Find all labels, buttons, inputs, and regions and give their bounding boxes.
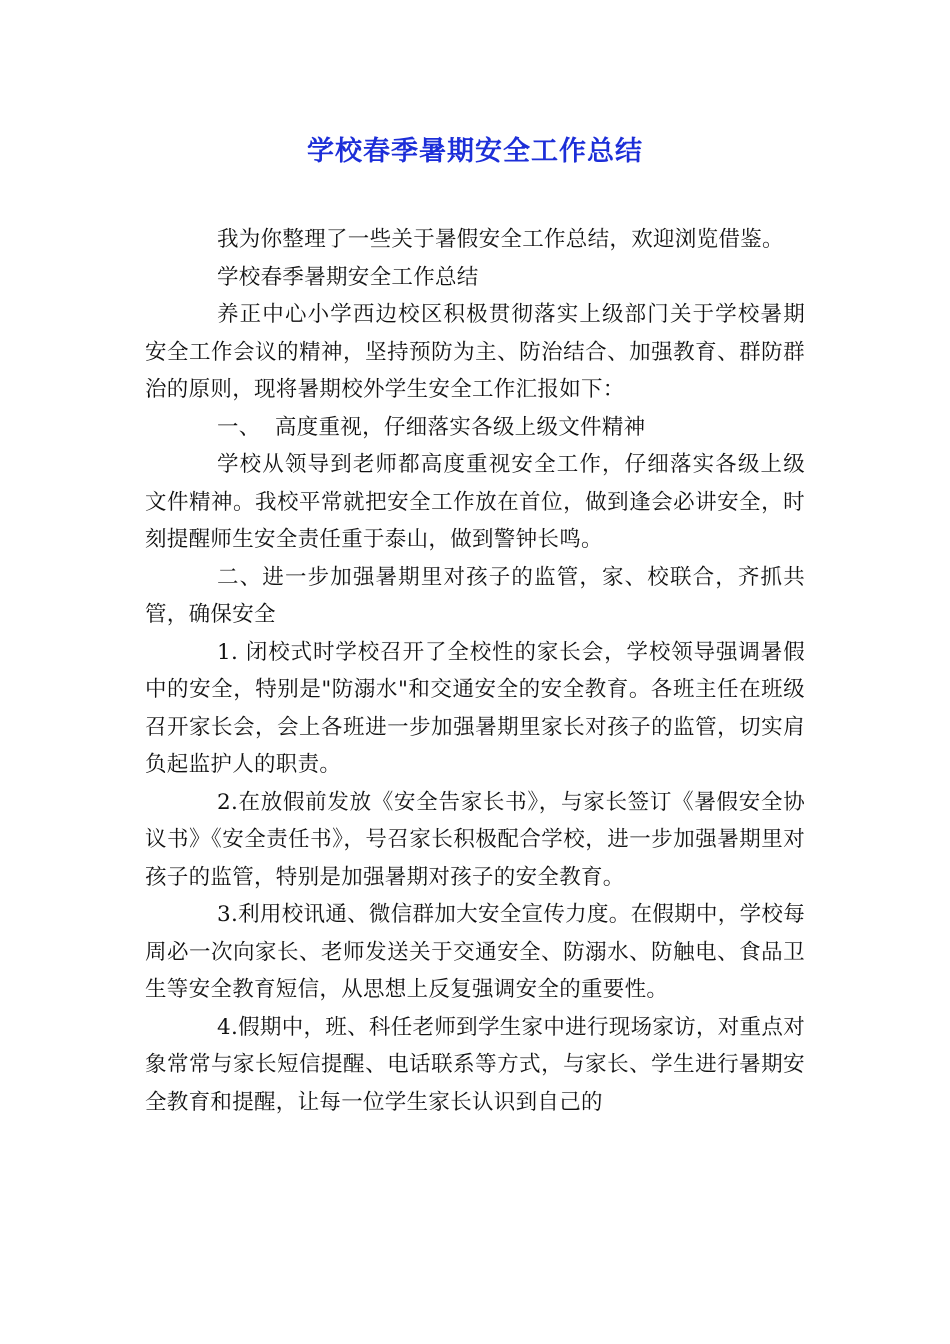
paragraph-subtitle: 学校春季暑期安全工作总结: [217, 264, 479, 290]
paragraph-item-1: 1. 闭校式时学校召开了全校性的家长会，学校领导强调暑假中的安全，特别是"防溺水"和交通安全的安全教育。各班主任在班级召开家长会，会上各班进一步加强暑期里家长对孩子的监管，切实肩负起监护人的职责。: [145, 639, 805, 777]
paragraph-intro: 我为你整理了一些关于暑假安全工作总结，欢迎浏览借鉴。: [217, 227, 784, 252]
section-heading-2: 二、进一步加强暑期里对孩子的监管，家、校联合，齐抓共管，确保安全: [145, 564, 805, 627]
paragraph-item-3: 3.利用校讯通、微信群加大安全宣传力度。在假期中，学校每周必一次向家长、老师发送关于交通安全、防溺水、防触电、食品卫生等安全教育短信，从思想上反复强调安全的重要性。: [145, 902, 805, 1002]
section-heading-1: 一、 高度重视，仔细落实各级上级文件精神: [217, 414, 646, 440]
document-title: 学校春季暑期安全工作总结: [307, 136, 643, 167]
paragraph-section-1: 学校从领导到老师都高度重视安全工作，仔细落实各级上级文件精神。我校平常就把安全工作放在首位，做到逢会必讲安全，时刻提醒师生安全责任重于泰山，做到警钟长鸣。: [145, 452, 805, 552]
paragraph-item-2: 2.在放假前发放《安全告家长书》，与家长签订《暑假安全协议书》《安全责任书》，号召家长积极配合学校，进一步加强暑期里对孩子的监管，特别是加强暑期对孩子的安全教育。: [145, 789, 805, 890]
paragraph-item-4: 4.假期中，班、科任老师到学生家中进行现场家访，对重点对象常常与家长短信提醒、电话联系等方式，与家长、学生进行暑期安全教育和提醒，让每一位学生家长认识到自己的: [145, 1014, 805, 1115]
document-body: [145, 221, 805, 1121]
paragraph-overview: 养正中心小学西边校区积极贯彻落实上级部门关于学校暑期安全工作会议的精神，坚持预防为主、防治结合、加强教育、群防群治的原则，现将暑期校外学生安全工作汇报如下：: [145, 302, 805, 402]
